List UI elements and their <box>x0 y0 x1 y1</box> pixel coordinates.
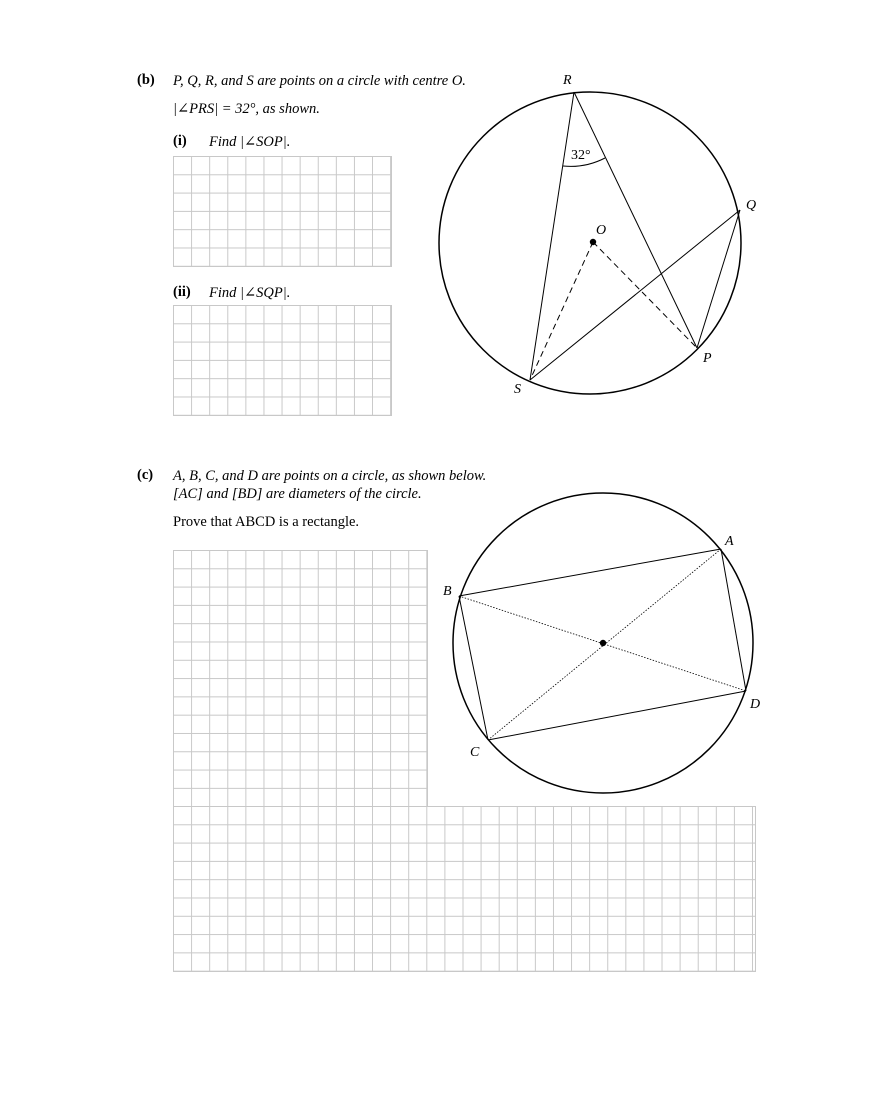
part-b-ii-question: Find |∠SQP|. <box>209 285 291 301</box>
point-label-P: P <box>703 351 712 366</box>
diagram-b <box>439 92 741 394</box>
part-c-diameters: [AC] and [BD] are diameters of the circle. <box>173 486 422 502</box>
radius-OS <box>530 242 593 380</box>
part-b-label: (b) <box>137 72 155 88</box>
part-c-label: (c) <box>137 467 154 483</box>
diagram-c <box>453 493 753 793</box>
point-label-A: A <box>725 534 734 549</box>
part-b-statement: P, Q, R, and S are points on a circle with centre O. <box>173 73 466 89</box>
point-label-O: O <box>596 223 607 238</box>
side-AB <box>459 549 721 596</box>
chord-RS <box>530 92 574 380</box>
part-b-given-angle: |∠PRS| = 32°, as shown. <box>173 101 320 117</box>
point-label-C: C <box>470 745 480 760</box>
point-label-S: S <box>514 382 521 397</box>
part-c-statement: A, B, C, and D are points on a circle, as shown below. <box>173 468 487 484</box>
part-b-i-label: (i) <box>173 133 187 149</box>
point-label-D: D <box>750 697 761 712</box>
side-CD <box>488 691 746 740</box>
point-label-Q: Q <box>746 198 757 213</box>
part-c-prove: Prove that ABCD is a rectangle. <box>173 514 360 530</box>
chord-RP <box>574 92 697 348</box>
angle-label-32: 32° <box>571 148 591 163</box>
part-b-i-question: Find |∠SOP|. <box>209 134 291 150</box>
part-b-ii-label: (ii) <box>173 284 191 300</box>
centre-dot-O <box>590 239 596 245</box>
chord-QP <box>697 210 740 348</box>
point-label-R: R <box>563 73 572 88</box>
centre-dot-c <box>600 640 606 646</box>
point-label-B: B <box>443 584 452 599</box>
